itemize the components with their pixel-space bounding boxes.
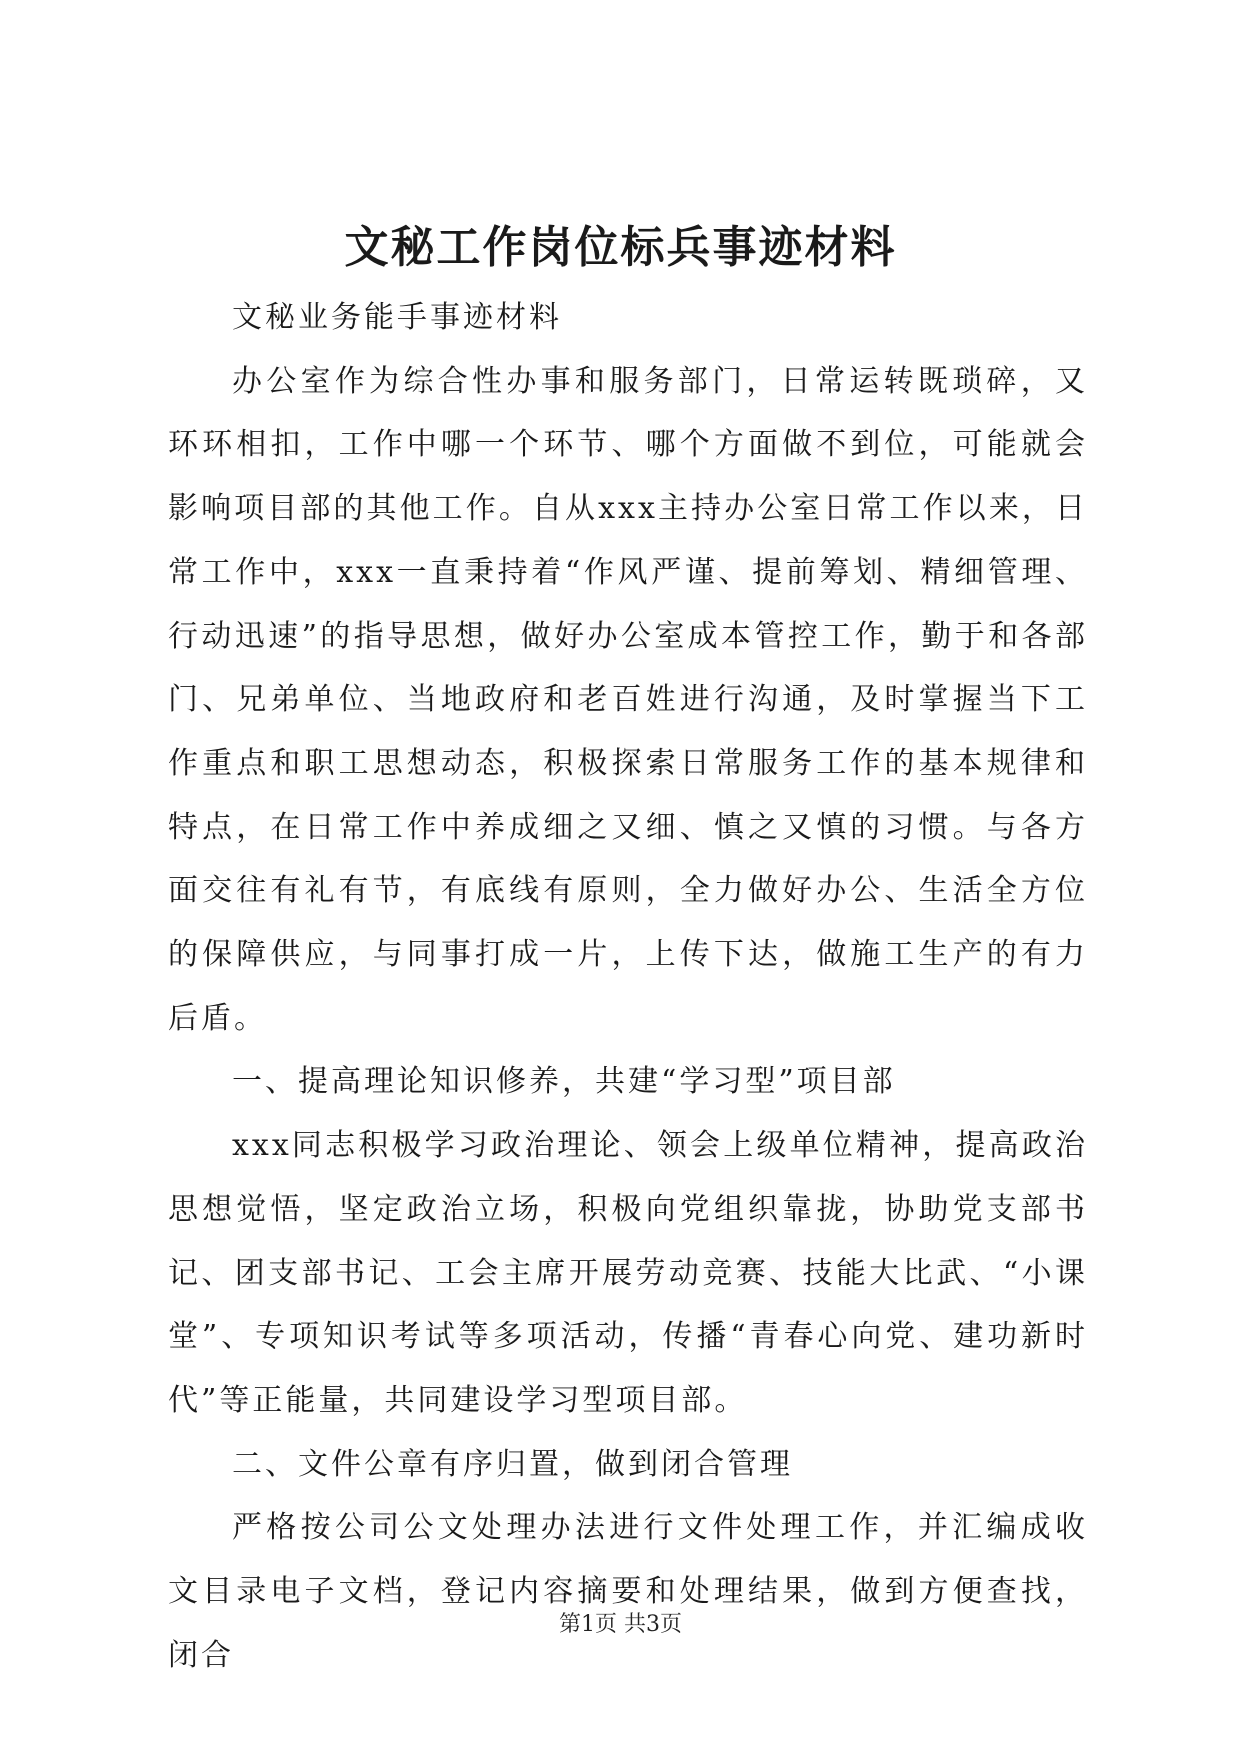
document-body: [168, 286, 1088, 1687]
section-heading-1: 一、提高理论知识修养，共建“学习型”项目部: [232, 1064, 896, 1100]
page-number-footer: 第1页 共3页: [559, 1612, 682, 1637]
section-paragraph-1: xxx同志积极学习政治理论、领会上级单位精神，提高政治思想觉悟，坚定政治立场，积极向党组织靠拢，协助党支部书记、团支部书记、工会主席开展劳动竞赛、技能大比武、“小课堂”、专项知识考试等多项活动，传播“青春心向党、建功新时代”等正能量，共同建设学习型项目部。: [168, 1128, 1088, 1418]
intro-paragraph: 办公室作为综合性办事和服务部门，日常运转既琐碎，又环环相扣，工作中哪一个环节、哪个方面做不到位，可能就会影响项目部的其他工作。自从xxx主持办公室日常工作以来，日常工作中，xxx一直秉持着“作风严谨、提前筹划、精细管理、行动迅速”的指导思想，做好办公室成本管控工作，勤于和各部门、兄弟单位、当地政府和老百姓进行沟通，及时掌握当下工作重点和职工思想动态，积极探索日常服务工作的基本规律和特点，在日常工作中养成细之又细、慎之又慎的习惯。与各方面交往有礼有节，有底线有原则，全力做好办公、生活全方位的保障供应，与同事打成一片，上传下达，做施工生产的有力后盾。: [168, 363, 1088, 1036]
section-paragraph-2: 严格按公司公文处理办法进行文件处理工作，并汇编成收文目录电子文档，登记内容摘要和处理结果，做到方便查找，闭合: [168, 1510, 1088, 1673]
document-title: 文秘工作岗位标兵事迹材料: [344, 222, 897, 273]
subtitle-paragraph: 文秘业务能手事迹材料: [232, 300, 562, 335]
section-heading-2: 二、文件公章有序归置，做到闭合管理: [232, 1446, 793, 1482]
